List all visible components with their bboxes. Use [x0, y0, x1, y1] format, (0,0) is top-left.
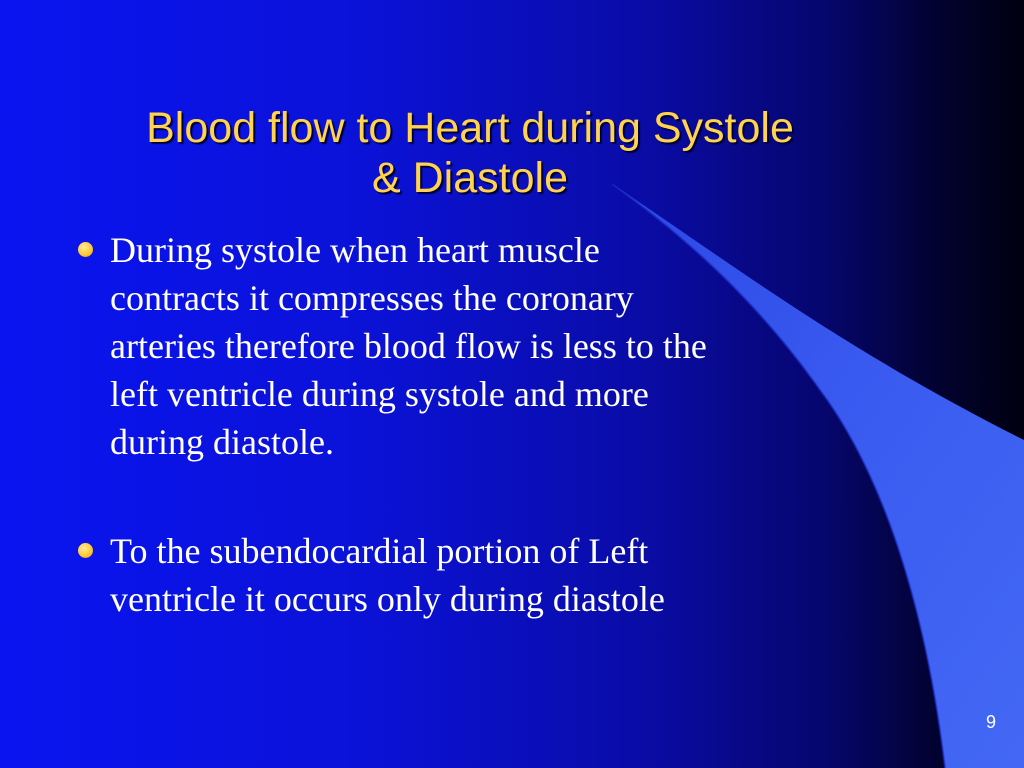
slide-title-line-1: Blood flow to Heart during Systole: [146, 104, 794, 152]
bullet-1-line-2: contracts it compresses the coronary: [110, 278, 634, 318]
bullet-dot-icon: [78, 242, 93, 257]
bullet-item-2: [70, 527, 870, 623]
bullet-2-line-2: ventricle it occurs only during diastole: [110, 579, 665, 619]
page-number: 9: [986, 712, 997, 732]
bullet-item-1: [70, 226, 870, 466]
slide-title-line-2: & Diastole: [372, 154, 568, 202]
bullet-2-line-1: To the subendocardial portion of Left: [110, 531, 649, 571]
bullet-1-line-4: left ventricle during systole and more: [110, 374, 649, 414]
bullet-dot-icon: [78, 543, 93, 558]
slide-title: [60, 103, 880, 203]
bullet-1-line-5: during diastole.: [110, 422, 334, 462]
bullet-list: [70, 226, 870, 684]
bullet-1-line-3: arteries therefore blood flow is less to the: [110, 326, 707, 366]
bullet-1-line-1: During systole when heart muscle: [110, 230, 600, 270]
